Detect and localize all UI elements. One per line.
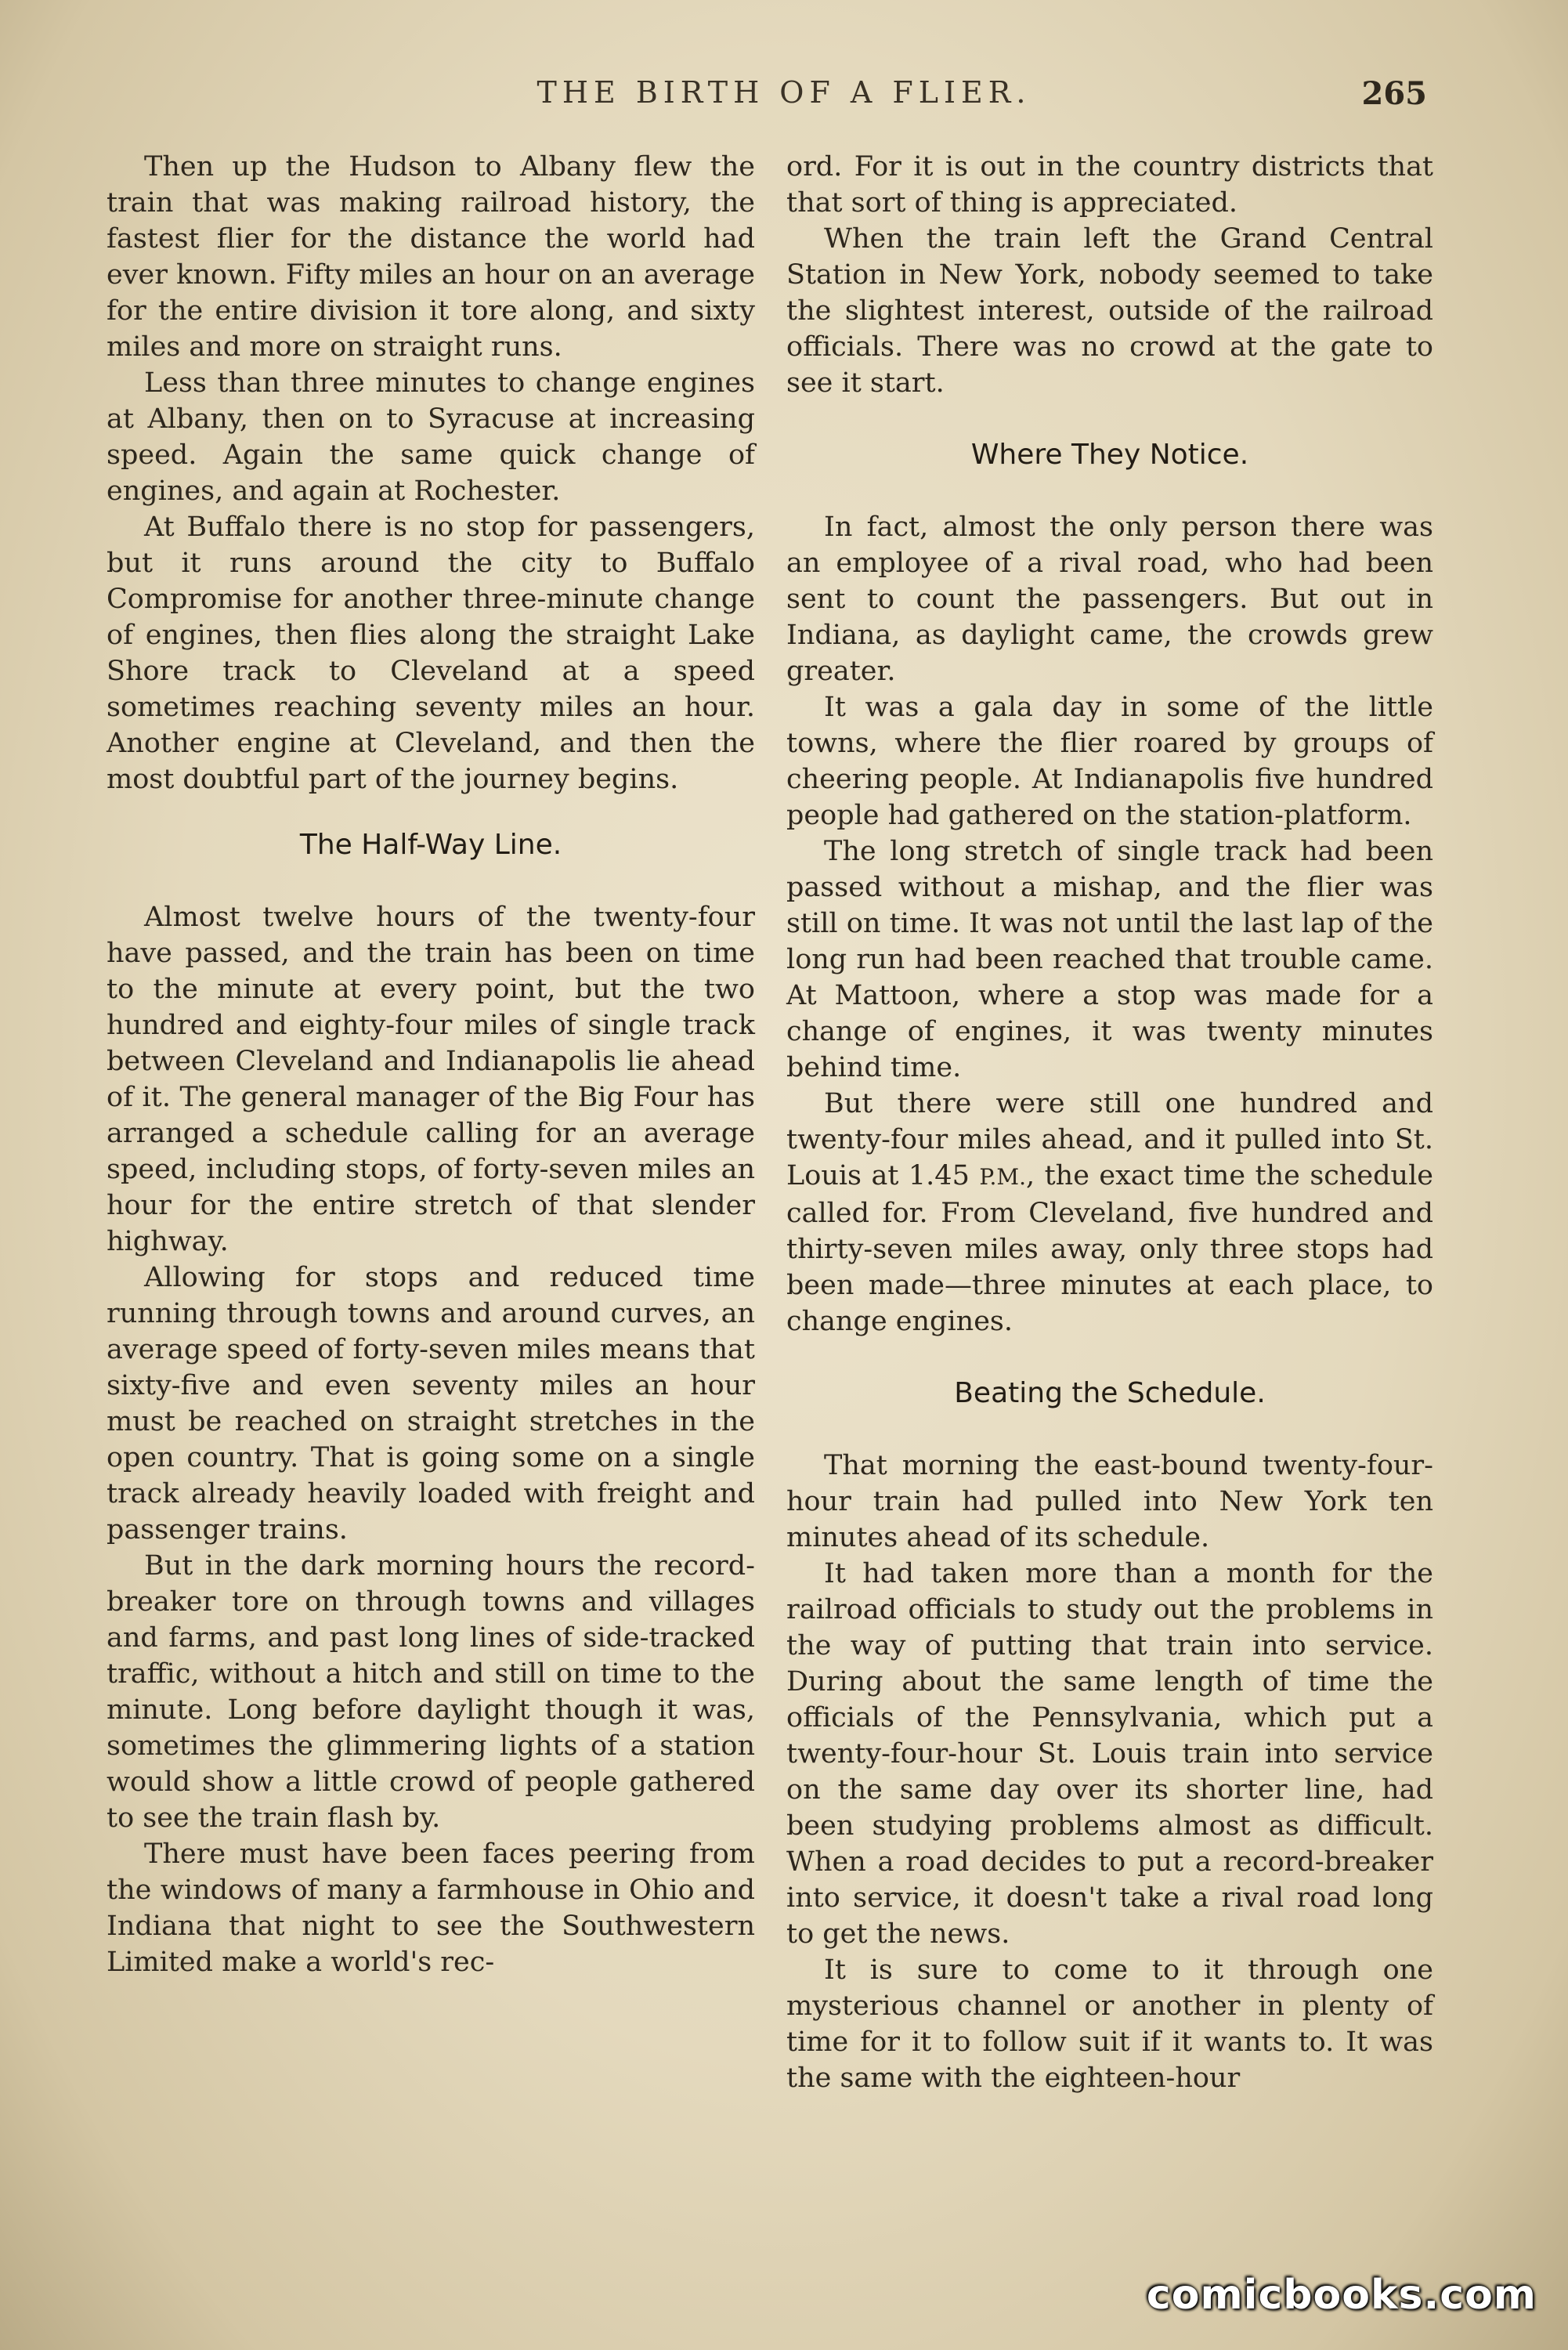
paragraph: Then up the Hudson to Albany flew the train that was making railroad history, the fastest flier for the distance the world had ever known. Fifty miles an hour on an average for the entire division it tore along, and sixty miles and more on straight runs. xyxy=(107,151,755,363)
section-heading: The Half-Way Line. xyxy=(299,829,562,861)
page-header xyxy=(0,75,1568,122)
paragraph: Almost twelve hours of the twenty-four have passed, and the train has been on time to the minute at every point, but the two hundred and eighty-four miles of single track between Cleveland and Indianapolis lie ahead of it. The general manager of the Big Four has arranged a schedule calling for an average speed, including stops, of forty-seven miles an hour for the entire stretch of that slender highway. xyxy=(107,902,755,1257)
paragraph: When the train left the Grand Central Station in New York, nobody seemed to take the slightest interest, outside of the railroad officials. There was no crowd at the gate to see it start. xyxy=(786,223,1433,399)
running-head: THE BIRTH OF A FLIER. xyxy=(537,75,1031,110)
paragraph: It is sure to come to it through one mysterious channel or another in plenty of time for it to follow suit if it wants to. It was the same with the eighteen-hour xyxy=(786,1954,1433,2094)
paragraph: Allowing for stops and reduced time running through towns and around curves, an average speed of forty-seven miles means that sixty-five and even seventy miles an hour must be reached on straight stretches in the open country. That is going some on a single track already heavily loaded with freight and passenger trains. xyxy=(107,1262,755,1546)
paragraph: In fact, almost the only person there was an employee of a rival road, who had been sent to count the passengers. But out in Indiana, as daylight came, the crowds grew greater. xyxy=(786,512,1433,687)
paragraph: But in the dark morning hours the record-breaker tore on through towns and villages and farms, and past long lines of side-tracked traffic, without a hitch and still on time to the minute. Long before daylight though it was, sometimes the glimmering lights of a station would show a little crowd of people gathered to see the train flash by. xyxy=(107,1550,755,1834)
paragraph xyxy=(786,1086,1433,1340)
watermark: comicbooks.com xyxy=(1146,2272,1537,2319)
right-column xyxy=(786,149,1433,2096)
paragraph: The long stretch of single track had been passed without a mishap, and the flier was still on time. It was not until the last lap of the long run had been reached that trouble came. At Mattoon, where a stop was made for a change of engines, it was twenty minutes behind time. xyxy=(786,836,1433,1083)
page-number: 265 xyxy=(1361,75,1427,112)
section-heading: Beating the Schedule. xyxy=(954,1377,1266,1409)
paragraph-text: But there were still one hundred and twenty-four miles ahead, and it pulled into St. Louis at 1.45 xyxy=(786,1088,1433,1191)
time-suffix: P.M. xyxy=(979,1164,1026,1190)
section-heading: Where They Notice. xyxy=(970,439,1249,471)
left-column xyxy=(107,149,755,1980)
paragraph: Less than three minutes to change engines at Albany, then on to Syracuse at increasing speed. Again the same quick change of engines, and again at Rochester. xyxy=(107,367,755,507)
paragraph-text: , the exact time the schedule called for. From Cleveland, five hundred and thirty-seven miles away, only three stops had been made—three minutes at each place, to change engines. xyxy=(786,1160,1433,1337)
paragraph-continued: ord. For it is out in the country districts that that sort of thing is appreciated. xyxy=(786,151,1433,219)
paragraph: It had taken more than a month for the railroad officials to study out the problems in the way of putting that train into service. During about the same length of time the officials of the Pennsylvania, which put a twenty-four-hour St. Louis train into service on the same day over its shorter line, had been studying problems almost as difficult. When a road decides to put a record-breaker into service, it doesn't take a rival road long to get the news. xyxy=(786,1558,1433,1950)
paragraph: It was a gala day in some of the little towns, where the flier roared by groups of cheering people. At Indianapolis five hundred people had gathered on the station-platform. xyxy=(786,692,1433,831)
paragraph: At Buffalo there is no stop for passengers, but it runs around the city to Buffalo Compromise for another three-minute change of engines, then flies along the straight Lake Shore track to Cleveland at a speed sometimes reaching seventy miles an hour. Another engine at Cleveland, and then the most doubtful part of the journey begins. xyxy=(107,512,755,795)
paragraph: There must have been faces peering from the windows of many a farmhouse in Ohio and Indiana that night to see the Southwestern Limited make a world's rec- xyxy=(107,1838,755,1978)
paragraph: That morning the east-bound twenty-four-hour train had pulled into New York ten minutes ahead of its schedule. xyxy=(786,1450,1433,1553)
